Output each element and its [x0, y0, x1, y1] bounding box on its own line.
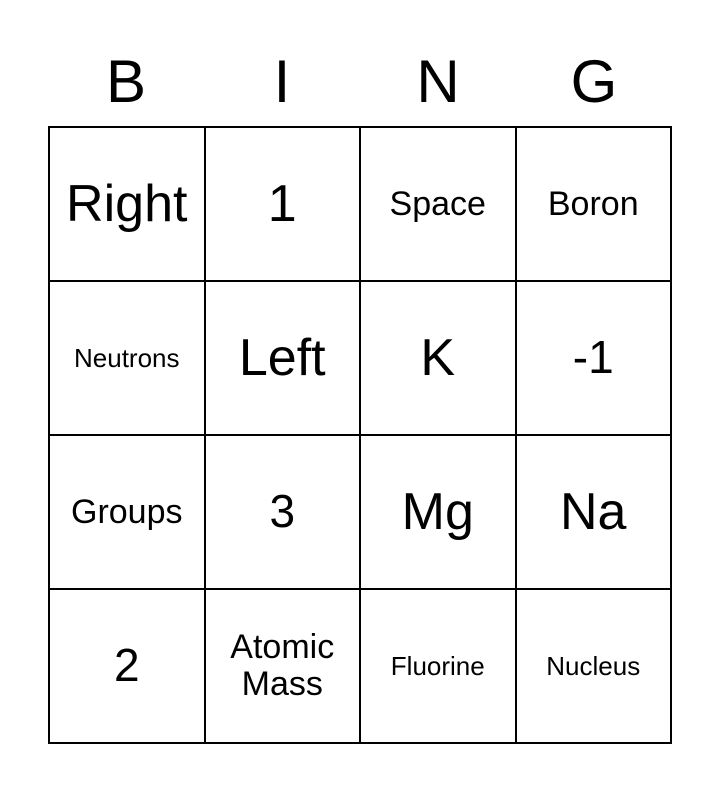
bingo-cell[interactable]: [517, 436, 673, 590]
bingo-cell[interactable]: [361, 590, 517, 744]
bingo-row: [50, 436, 672, 590]
bingo-card: [48, 38, 672, 744]
bingo-cell[interactable]: [361, 128, 517, 282]
bingo-cell[interactable]: [517, 128, 673, 282]
bingo-cell-label: K: [420, 328, 456, 387]
bingo-cell[interactable]: [50, 590, 206, 744]
bingo-cell-label: 3: [269, 485, 296, 538]
header-letter-i: I: [273, 48, 291, 115]
bingo-cell-label: Atomic Mass: [230, 628, 335, 703]
bingo-cell-label: Groups: [71, 492, 183, 531]
bingo-cell-label: -1: [572, 331, 614, 384]
bingo-cell[interactable]: [206, 436, 362, 590]
bingo-cell-label: 2: [113, 639, 140, 692]
bingo-cell-label: 1: [267, 174, 297, 233]
bingo-cell[interactable]: [206, 590, 362, 744]
header-letter-b: B: [105, 48, 147, 115]
bingo-cell[interactable]: [517, 282, 673, 436]
header-letter-g: G: [570, 48, 618, 115]
bingo-row: [50, 282, 672, 436]
bingo-row: [50, 590, 672, 744]
bingo-row: [50, 128, 672, 282]
bingo-cell-label: Mg: [401, 482, 474, 541]
bingo-cell[interactable]: [361, 436, 517, 590]
bingo-cell-label: Nucleus: [546, 650, 641, 681]
bingo-cell[interactable]: [206, 282, 362, 436]
bingo-cell[interactable]: [50, 128, 206, 282]
bingo-cell-label: Neutrons: [74, 342, 180, 373]
bingo-cell[interactable]: [517, 590, 673, 744]
bingo-cell[interactable]: [50, 282, 206, 436]
bingo-cell-label: Right: [66, 174, 188, 233]
bingo-cell-label: Space: [389, 184, 486, 223]
bingo-cell-label: Na: [560, 482, 627, 541]
bingo-cell-label: Left: [238, 328, 326, 387]
header-letter-n: N: [416, 48, 460, 115]
bingo-header: [48, 38, 672, 126]
bingo-cell-label: Boron: [547, 184, 639, 223]
bingo-grid: [48, 126, 672, 744]
bingo-cell[interactable]: [50, 436, 206, 590]
bingo-cell-label: Fluorine: [390, 650, 485, 681]
bingo-cell[interactable]: [361, 282, 517, 436]
bingo-cell[interactable]: [206, 128, 362, 282]
